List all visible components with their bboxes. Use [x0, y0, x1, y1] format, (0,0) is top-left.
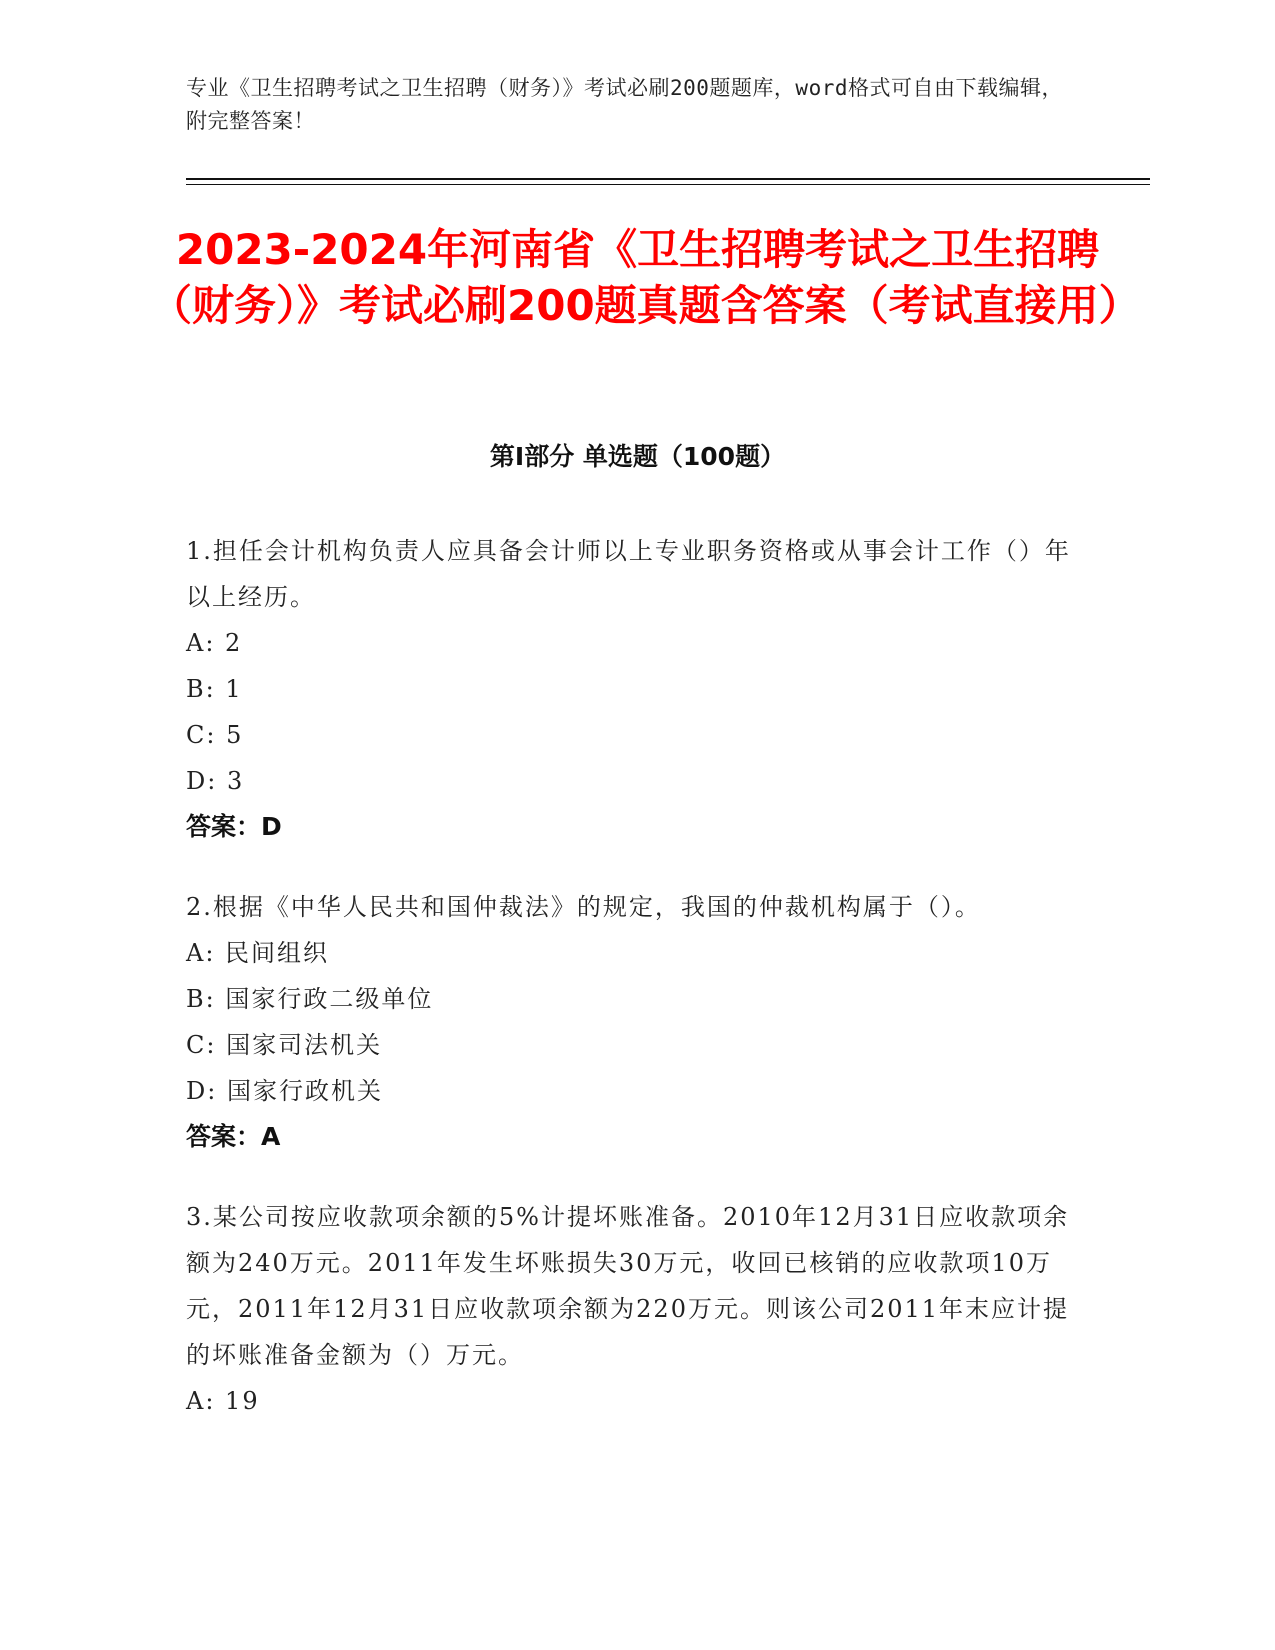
option-b: B: 国家行政二级单位 [186, 985, 434, 1013]
question-list [186, 528, 1086, 1458]
question-stem: 3.某公司按应收款项余额的5%计提坏账准备。2010年12月31日应收款项余额为240万元。2011年发生坏账损失30万元，收回已核销的应收款项10万元，2011年12月31日应收款项余额为220万元。则该公司2011年末应计提的坏账准备金额为（）万元。 [186, 1203, 1070, 1369]
question-3 [186, 1194, 1086, 1424]
section-heading: 第Ⅰ部分 单选题（100题） [489, 442, 786, 471]
answer: 答案：D [186, 812, 282, 841]
header-note: 专业《卫生招聘考试之卫生招聘（财务）》考试必刷200题题库，word格式可自由下载编辑，附完整答案！ [186, 76, 1063, 133]
header-divider-thin [186, 184, 1150, 185]
question-stem: 2.根据《中华人民共和国仲裁法》的规定，我国的仲裁机构属于（）。 [186, 893, 981, 921]
question-stem: 1.担任会计机构负责人应具备会计师以上专业职务资格或从事会计工作（）年以上经历。 [186, 537, 1071, 611]
option-a: A: 2 [186, 629, 243, 657]
document-title: 2023-2024年河南省《卫生招聘考试之卫生招聘（财务）》考试必刷200题真题含答案（考试直接用） [150, 225, 1141, 330]
option-d: D: 国家行政机关 [186, 1077, 383, 1105]
option-a: A: 19 [186, 1387, 260, 1415]
option-a: A: 民间组织 [186, 939, 330, 967]
option-c: C: 5 [186, 721, 244, 749]
answer: 答案：A [186, 1122, 281, 1151]
header-divider-thick [186, 178, 1150, 180]
option-d: D: 3 [186, 767, 245, 795]
question-1 [186, 528, 1086, 850]
option-b: B: 1 [186, 675, 243, 703]
option-c: C: 国家司法机关 [186, 1031, 383, 1059]
question-2 [186, 884, 1086, 1160]
